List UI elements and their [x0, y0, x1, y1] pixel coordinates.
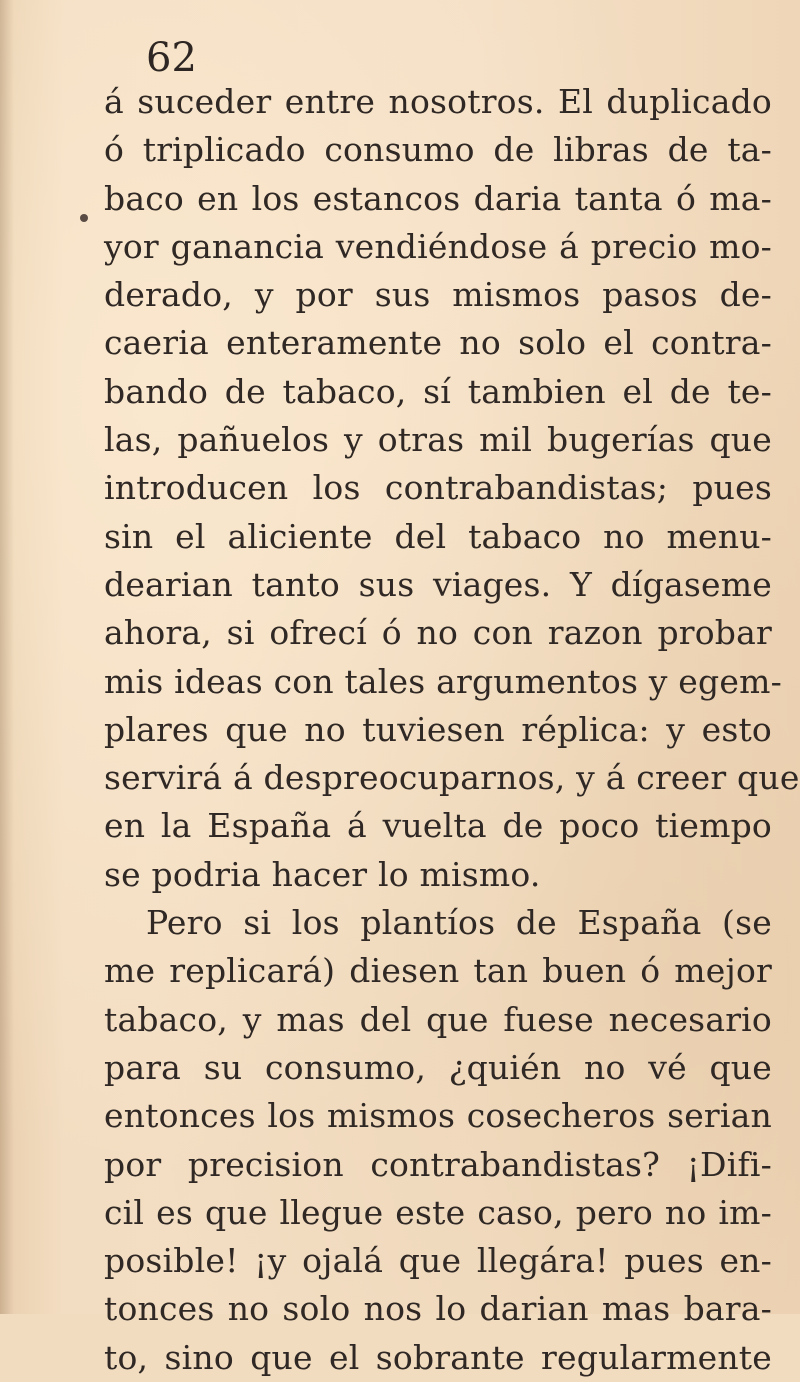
text-line-4: yor ganancia vendiéndose á precio mo-	[104, 226, 772, 266]
text-line-5: derado, y por sus mismos pasos de-	[104, 275, 772, 315]
body-text	[104, 78, 800, 1382]
text-line-14: plares que no tuviesen réplica: y esto	[104, 709, 772, 749]
page-number: 62	[146, 35, 197, 81]
text-line-2: ó triplicado consumo de libras de ta-	[104, 130, 772, 170]
text-line-27: to, sino que el sobrante regularmente	[104, 1337, 772, 1377]
text-line-6: caeria enteramente no solo el contra-	[104, 323, 772, 363]
text-line-23: por precision contrabandistas? ¡Difi-	[104, 1144, 772, 1184]
margin-ink-mark	[80, 214, 88, 222]
text-line-3: baco en los estancos daria tanta ó ma-	[104, 178, 772, 218]
text-line-24: cil es que llegue este caso, pero no im-	[104, 1192, 772, 1232]
text-line-22: entonces los mismos cosecheros serian	[104, 1096, 772, 1136]
text-line-25: posible! ¡y ojalá que llegára! pues en-	[104, 1241, 772, 1281]
text-line-11: dearian tanto sus viages. Y dígaseme	[104, 564, 772, 604]
text-line-13: mis ideas con tales argumentos y egem-	[104, 661, 782, 701]
text-line-1: á suceder entre nosotros. El duplicado	[104, 82, 772, 121]
text-line-10: sin el aliciente del tabaco no menu-	[104, 516, 772, 556]
text-line-7: bando de tabaco, sí tambien el de te-	[104, 371, 772, 411]
paragraph-end-line: se podria hacer lo mismo.	[104, 854, 541, 894]
page-fold-shadow	[0, 0, 14, 1314]
text-line-26: tonces no solo nos lo darian mas bara-	[104, 1289, 772, 1329]
text-line-15: servirá á despreocuparnos, y á creer que	[104, 758, 800, 798]
text-line-20: tabaco, y mas del que fuese necesario	[104, 999, 772, 1039]
text-line-21: para su consumo, ¿quién no vé que	[104, 1047, 772, 1087]
text-line-19: me replicará) diesen tan buen ó mejor	[104, 951, 772, 991]
text-line-8: las, pañuelos y otras mil bugerías que	[104, 420, 772, 460]
text-line-9: introducen los contrabandistas; pues	[104, 468, 772, 508]
text-line-16: en la España á vuelta de poco tiempo	[104, 806, 772, 846]
text-line-12: ahora, si ofrecí ó no con razon probar	[104, 613, 772, 653]
paragraph-start-line: Pero si los plantíos de España (se	[146, 903, 772, 943]
